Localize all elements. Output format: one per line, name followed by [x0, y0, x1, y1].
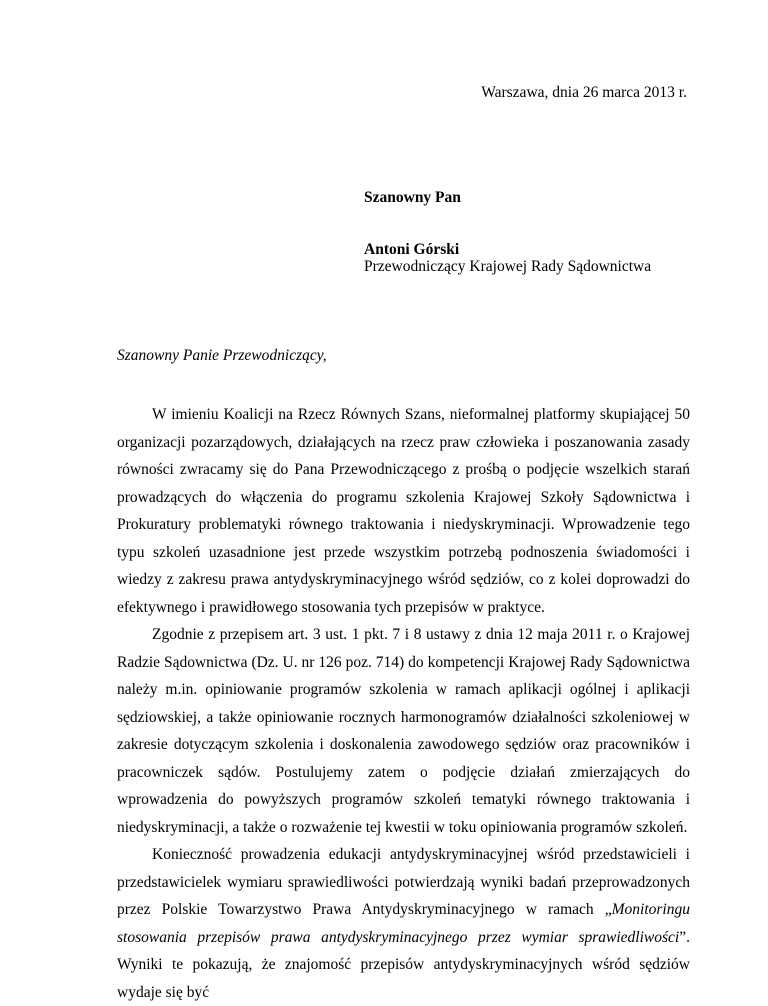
paragraph-text-after: ”. Wyniki te pokazują, że znajomość przepisów antydyskryminacyjnych wśród sędziów wydaje się być	[117, 928, 690, 1001]
paragraph-text-before: Konieczność prowadzenia edukacji antydyskryminacyjnej wśród przedstawicieli i przedstawicielek wymiaru sprawiedliwości potwierdzają wyniki badań przeprowadzonych przez Polskie Towarzystwo Prawa Antydyskryminacyjnego w ramach „	[117, 846, 690, 918]
addressee-salutation: Szanowny Pan	[364, 189, 461, 206]
body-paragraph: Zgodnie z przepisem art. 3 ust. 1 pkt. 7 i 8 ustawy z dnia 12 maja 2011 r. o Krajowej Radzie Sądownictwa (Dz. U. nr 126 poz. 714) do kompetencji Krajowej Rady Sądownictwa należy m.in. opiniowanie programów szkolenia w ramach aplikacji ogólnej i aplikacji sędziowskiej, a także opiniowanie rocznych harmonogramów działalności szkoleniowej w zakresie dotyczącym szkolenia i doskonalenia zawodowego sędziów oraz pracowników i pracowniczek sądów. Postulujemy zatem o podjęcie działań zmierzających do wprowadzenia do powyższych programów szkoleń tematyki równego traktowania i niedyskryminacji, a także o rozważenie tej kwestii w toku opiniowania programów szkoleń.	[117, 626, 690, 836]
letter-date: Warszawa, dnia 26 marca 2013 r.	[481, 84, 687, 101]
addressee-name: Antoni Górski	[364, 241, 460, 258]
body-paragraph: W imieniu Koalicji na Rzecz Równych Szans, nieformalnej platformy skupiającej 50 organizacji pozarządowych, działających na rzecz praw człowieka i poszanowania zasady równości zwracamy się do Pana Przewodniczącego z prośbą o podjęcie wszelkich starań prowadzących do włączenia do programu szkolenia Krajowej Szkoły Sądownictwa i Prokuratury problematyki równego traktowania i niedyskryminacji. Wprowadzenie tego typu szkoleń uzasadnione jest przede wszystkim potrzebą podnoszenia świadomości i wiedzy z zakresu prawa antydyskryminacyjnego wśród sędziów, co z kolei doprowadzi do efektywnego i prawidłowego stosowania tych przepisów w praktyce.	[117, 406, 690, 616]
letter-body	[117, 401, 690, 1006]
body-paragraph	[117, 841, 690, 1006]
letter-greeting: Szanowny Panie Przewodniczący,	[117, 347, 327, 364]
monitoring-title-emphasis: Monitoringu stosowania przepisów prawa antydyskryminacyjnego przez wymiar sprawiedliwości	[117, 901, 690, 946]
addressee-role: Przewodniczący Krajowej Rady Sądownictwa	[364, 258, 652, 275]
